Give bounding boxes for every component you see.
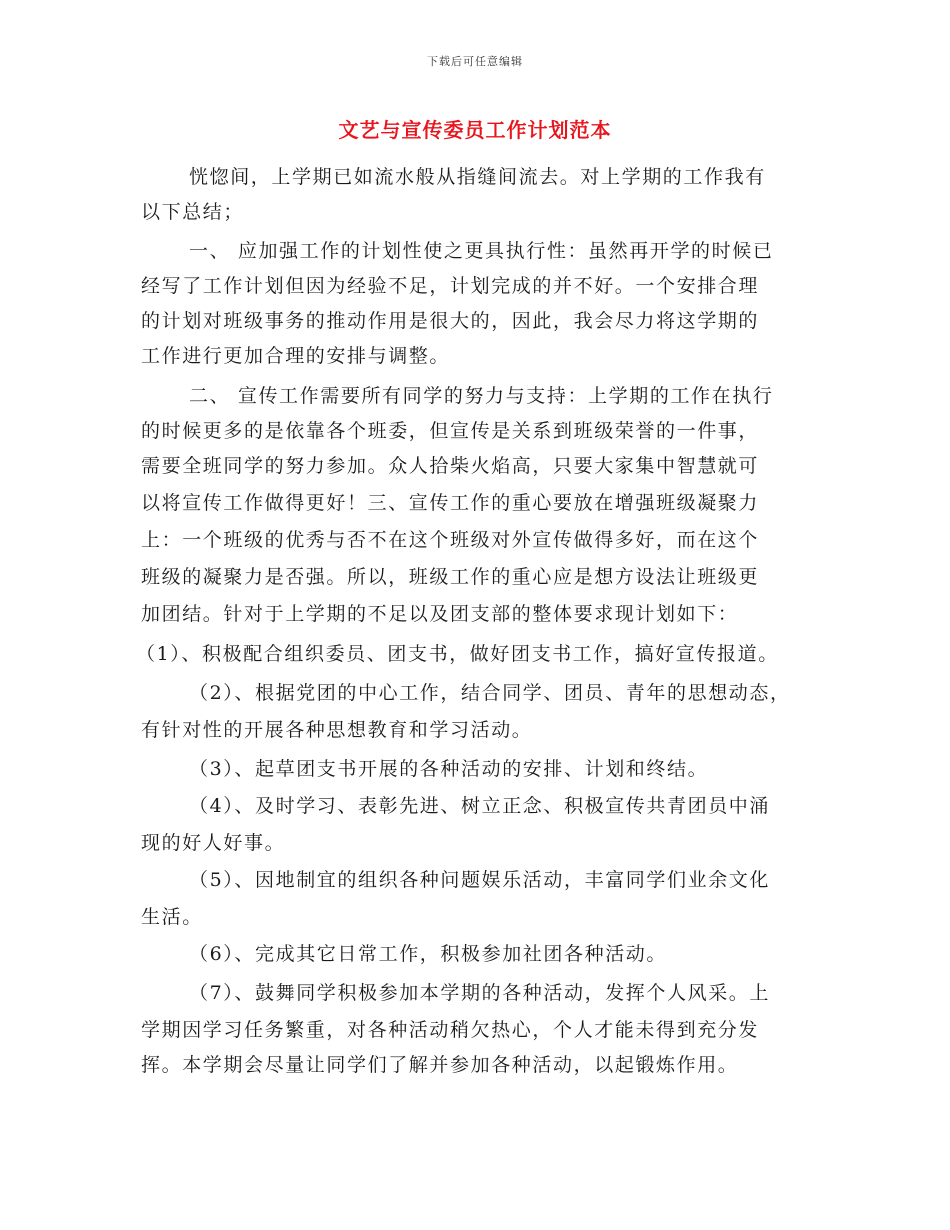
body-line: 需要全班同学的努力参加。众人拾柴火焰高，只要大家集中智慧就可 — [141, 455, 760, 477]
body-line: 以将宣传工作做得更好！三、宣传工作的重心要放在增强班级凝聚力 — [141, 492, 760, 514]
body-line: 加团结。针对于上学期的不足以及团支部的整体要求现计划如下： — [141, 603, 739, 625]
list-item-1: （1）、积极配合组织委员、团支书，做好团支书工作，搞好宣传报道。 — [136, 643, 779, 665]
body-line: 的时候更多的是依靠各个班委，但宣传是关系到班级荣誉的一件事， — [141, 420, 760, 442]
list-item-6: （6）、完成其它日常工作，积极参加社团各种活动。 — [189, 943, 667, 965]
body-line: 一、 应加强工作的计划性使之更具执行性：虽然再开学的时候已 — [189, 240, 774, 262]
body-line: 有针对性的开展各种思想教育和学习活动。 — [141, 719, 533, 741]
body-line: 班级的凝聚力是否强。所以，班级工作的重心应是想方设法让班级更 — [141, 566, 760, 588]
list-item-3: （3）、起草团支书开展的各种活动的安排、计划和终结。 — [189, 758, 709, 780]
body-line: 恍惚间，上学期已如流水般从指缝间流去。对上学期的工作我有 — [189, 166, 766, 188]
document-title: 文艺与宣传委员工作计划范本 — [338, 118, 612, 142]
body-line: 二、 宣传工作需要所有同学的努力与支持：上学期的工作在执行 — [189, 385, 774, 407]
body-line: 生活。 — [141, 906, 203, 928]
body-line: 的计划对班级事务的推动作用是很大的，因此，我会尽力将这学期的 — [141, 310, 760, 332]
body-line: 上：一个班级的优秀与否不在这个班级对外宣传做得多好，而在这个 — [141, 529, 760, 551]
body-line: 现的好人好事。 — [141, 832, 286, 854]
list-item-7: （7）、鼓舞同学积极参加本学期的各种活动，发挥个人风采。上 — [189, 982, 770, 1004]
list-item-2: （2）、根据党团的中心工作，结合同学、团员、青年的思想动态， — [189, 682, 791, 704]
body-line: 经写了工作计划但因为经验不足，计划完成的并不好。一个安排合理 — [141, 275, 760, 297]
body-line: 学期因学习任务繁重，对各种活动稍欠热心，个人才能未得到充分发 — [141, 1019, 760, 1041]
body-line: 以下总结； — [141, 201, 245, 223]
header-note: 下载后可任意编辑 — [427, 55, 523, 68]
list-item-4: （4）、及时学习、表彰先进、树立正念、积极宣传共青团员中涌 — [189, 795, 770, 817]
body-line: 工作进行更加合理的安排与调整。 — [141, 345, 451, 367]
list-item-5: （5）、因地制宜的组织各种问题娱乐活动，丰富同学们业余文化 — [189, 869, 770, 891]
body-line: 挥。本学期会尽量让同学们了解并参加各种活动，以起锻炼作用。 — [141, 1054, 739, 1076]
